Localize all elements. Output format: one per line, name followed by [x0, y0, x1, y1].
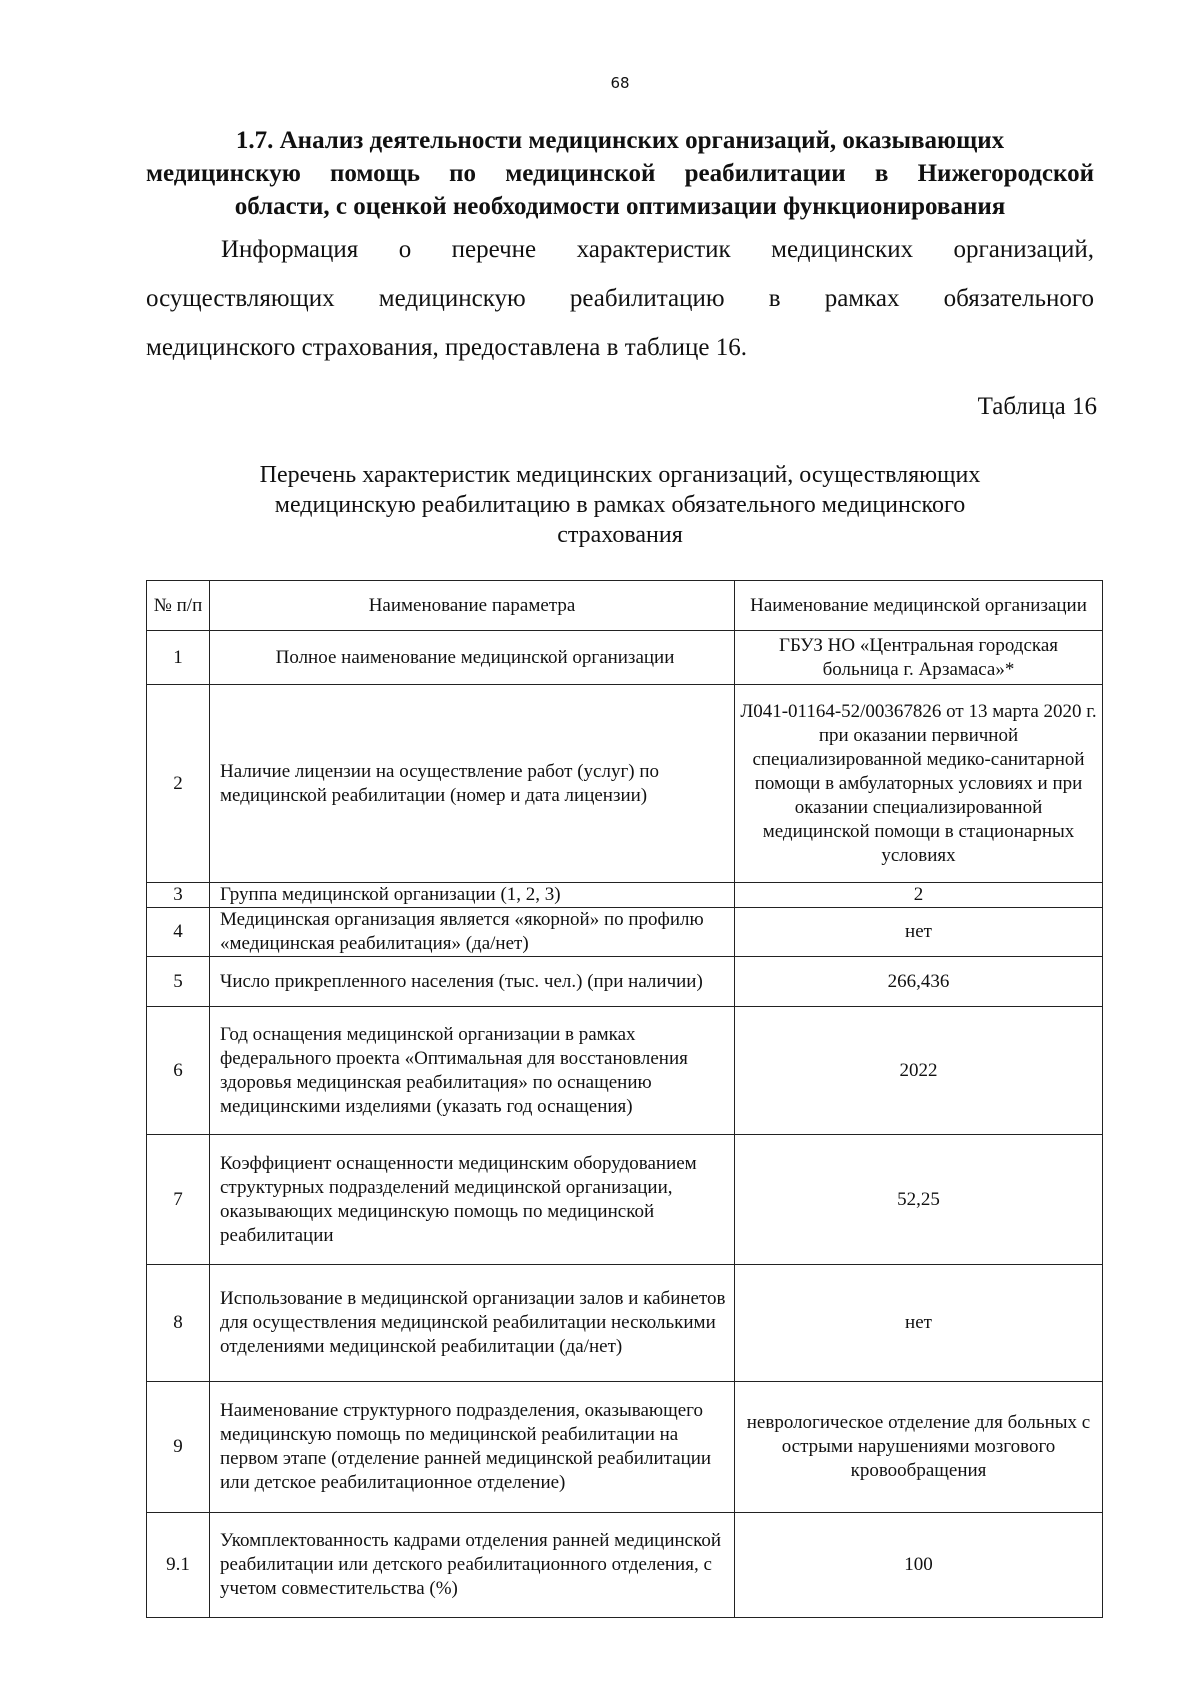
- row-parameter: Использование в медицинской организации залов и кабинетов для осуществления медицинской реабилитации несколькими отделениями медицинской реабилитации (да/нет): [210, 1265, 735, 1382]
- row-number: 5: [147, 957, 210, 1007]
- table-row: [147, 631, 1103, 685]
- header-organization: Наименование медицинской организации: [735, 581, 1103, 631]
- row-value: Л041-01164-52/00367826 от 13 марта 2020 г. при оказании первичной специализированной медико-санитарной помощи в амбулаторных условиях и при оказании специализированной медицинской помощи в стационарных условиях: [735, 685, 1103, 883]
- table-row: [147, 1513, 1103, 1618]
- row-parameter: Год оснащения медицинской организации в рамках федерального проекта «Оптимальная для восстановления здоровья медицинская реабилитация» по оснащению медицинскими изделиями (указать год оснащения): [210, 1007, 735, 1135]
- row-parameter: Группа медицинской организации (1, 2, 3): [210, 883, 735, 908]
- table-title-line: страхования: [557, 522, 683, 548]
- characteristics-table: [146, 580, 1103, 1618]
- intro-paragraph: [146, 225, 1094, 372]
- table-title-line: медицинскую реабилитацию в рамках обязательного медицинского: [274, 492, 966, 518]
- header-parameter: Наименование параметра: [210, 581, 735, 631]
- paragraph-line: Информация о перечне характеристик медицинских организаций,: [221, 236, 1094, 263]
- row-value: неврологическое отделение для больных с острыми нарушениями мозгового кровообращения: [735, 1382, 1103, 1513]
- table-header-row: [147, 581, 1103, 631]
- row-parameter: Коэффициент оснащенности медицинским оборудованием структурных подразделений медицинской организации, оказывающих медицинскую помощь по медицинской реабилитации: [210, 1135, 735, 1265]
- row-parameter: Укомплектованность кадрами отделения ранней медицинской реабилитации или детского реабилитационного отделения, с учетом совместительства (%): [210, 1513, 735, 1618]
- row-number: 2: [147, 685, 210, 883]
- row-value: нет: [735, 908, 1103, 957]
- table-row: [147, 908, 1103, 957]
- paragraph-line: осуществляющих медицинскую реабилитацию в рамках обязательного: [146, 285, 1094, 312]
- heading-line: медицинскую помощь по медицинской реабилитации в Нижегородской: [146, 160, 1094, 187]
- heading-line: 1.7. Анализ деятельности медицинских организаций, оказывающих: [235, 127, 1005, 154]
- table-row: [147, 685, 1103, 883]
- table-row: [147, 1135, 1103, 1265]
- header-number: № п/п: [147, 581, 210, 631]
- row-parameter: Медицинская организация является «якорной» по профилю «медицинская реабилитация» (да/нет): [210, 908, 735, 957]
- row-value: 266,436: [735, 957, 1103, 1007]
- row-number: 3: [147, 883, 210, 908]
- row-value: нет: [735, 1265, 1103, 1382]
- row-value: 100: [735, 1513, 1103, 1618]
- table-row: [147, 1265, 1103, 1382]
- section-heading: [146, 124, 1094, 223]
- page-number: 68: [610, 74, 630, 92]
- table-row: [147, 957, 1103, 1007]
- table-title: [146, 460, 1094, 550]
- table-title-line: Перечень характеристик медицинских организаций, осуществляющих: [259, 462, 981, 488]
- row-parameter: Наименование структурного подразделения, оказывающего медицинскую помощь по медицинской реабилитации на первом этапе (отделение ранней медицинской реабилитации или детское реабилитационное отделение): [210, 1382, 735, 1513]
- row-value: 2: [735, 883, 1103, 908]
- row-number: 7: [147, 1135, 210, 1265]
- table-row: [147, 1382, 1103, 1513]
- row-parameter: Полное наименование медицинской организации: [210, 631, 735, 685]
- row-number: 8: [147, 1265, 210, 1382]
- row-value: 52,25: [735, 1135, 1103, 1265]
- row-number: 1: [147, 631, 210, 685]
- paragraph-line: медицинского страхования, предоставлена в таблице 16.: [146, 334, 747, 361]
- row-number: 9: [147, 1382, 210, 1513]
- table-row: [147, 883, 1103, 908]
- row-number: 6: [147, 1007, 210, 1135]
- row-parameter: Число прикрепленного населения (тыс. чел.) (при наличии): [210, 957, 735, 1007]
- table-row: [147, 1007, 1103, 1135]
- row-value: ГБУЗ НО «Центральная городская больница г. Арзамаса»*: [735, 631, 1103, 685]
- heading-line: области, с оценкой необходимости оптимизации функционирования: [234, 193, 1006, 220]
- row-number: 9.1: [147, 1513, 210, 1618]
- row-number: 4: [147, 908, 210, 957]
- table-label: Таблица 16: [977, 393, 1097, 420]
- row-parameter: Наличие лицензии на осуществление работ (услуг) по медицинской реабилитации (номер и дата лицензии): [210, 685, 735, 883]
- row-value: 2022: [735, 1007, 1103, 1135]
